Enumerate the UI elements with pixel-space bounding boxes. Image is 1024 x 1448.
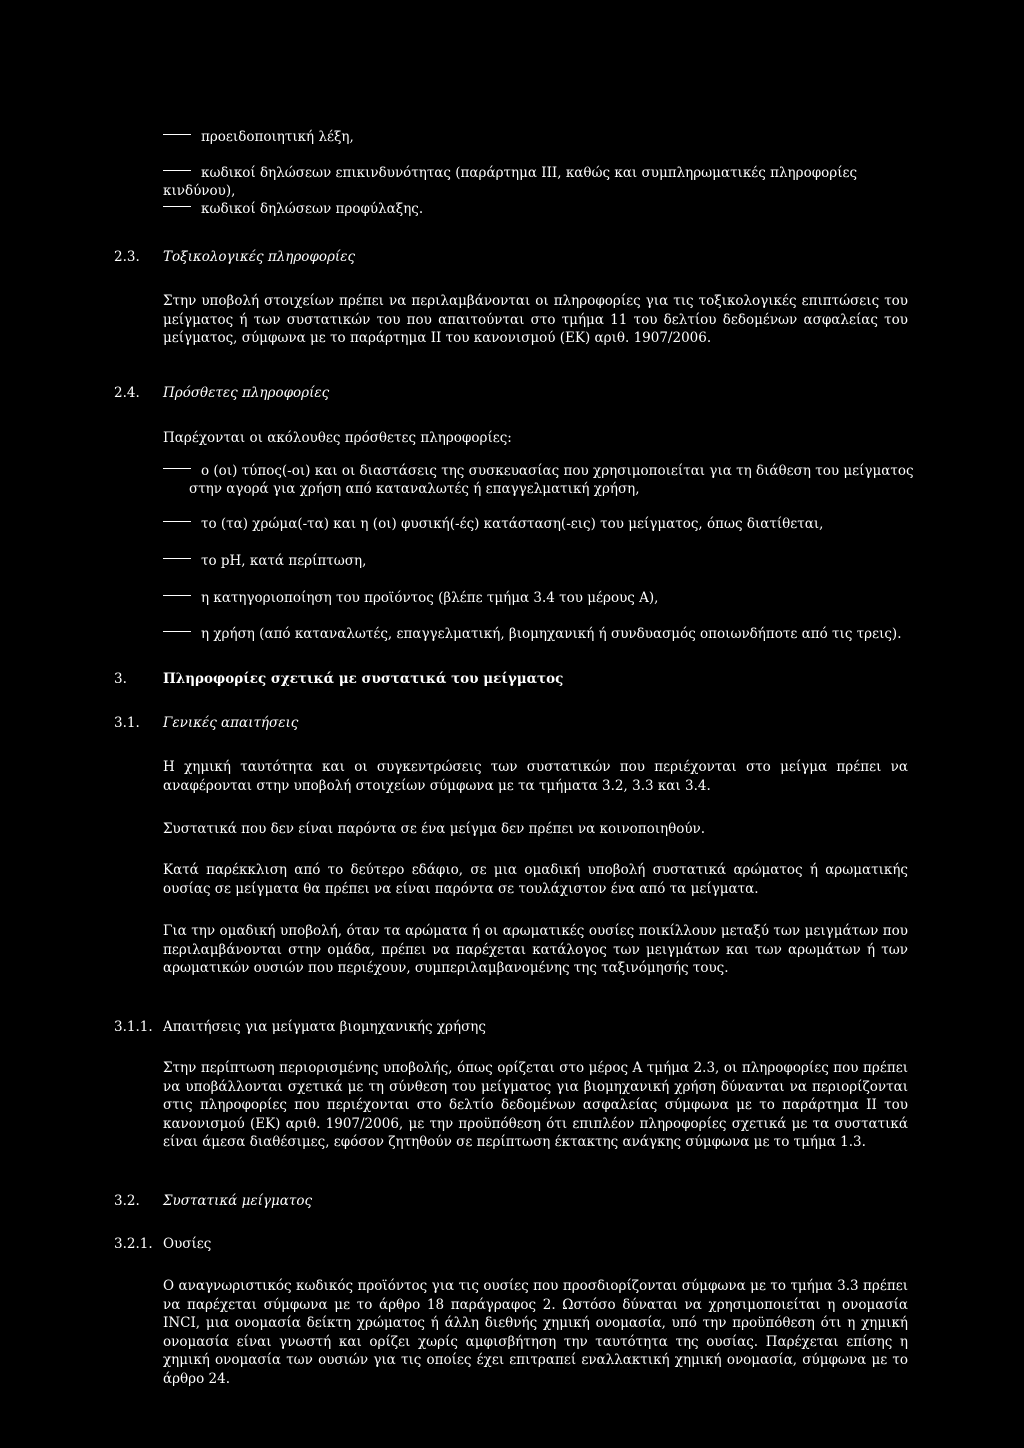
section-paragraph: Κατά παρέκκλιση από το δεύτερο εδάφιο, σε μια ομαδική υποβολή συστατικά αρώματος ή αρωματικής ουσίας σε μείγματα θα πρέπει να είναι παρόντα σε τουλάχιστον ένα από τα μείγματα.: [163, 862, 908, 897]
section-number: 2.4.: [114, 385, 140, 401]
section-number: 3.2.: [114, 1193, 140, 1209]
section-number: 3.1.: [114, 715, 140, 731]
section-paragraph: Ο αναγνωριστικός κωδικός προϊόντος για τις ουσίες που προσδιορίζονται σύμφωνα με το τμήμα 3.3 πρέπει να παρέχεται σύμφωνα με το άρθρο 18 παράγραφος 2. Ωστόσο δύναται να χρησιμοποιείται η ονομασία INCI, μια ονομασία δείκτη χρώματος ή άλλη διεθνής χημική ονομασία, υπό την προϋπόθεση ότι η χημική ονομασία είναι γνωστή και ορίζει χωρίς αμφισβήτηση την ταυτότητα της ουσίας. Παρέχεται επίσης η χημική ονομασία των ουσιών για τις οποίες έχει επιτραπεί εναλλακτική χημική ονομασία, σύμφωνα με το άρθρο 24.: [163, 1278, 908, 1387]
list-item: το pH, κατά περίπτωση,: [163, 552, 923, 570]
section-paragraph: Στην περίπτωση περιορισμένης υποβολής, όπως ορίζεται στο μέρος Α τμήμα 2.3, οι πληροφορίες που πρέπει να υποβάλλονται σχετικά με τη σύνθεση του μείγματος για βιομηχανική χρήση δύνανται να περιορίζονται στις πληροφορίες που περιέχονται στο δελτίο δεδομένων ασφαλείας σύμφωνα με το παράρτημα II του κανονισμού (ΕΚ) αριθ. 1907/2006, με την προϋπόθεση ότι επιπλέον πληροφορίες σχετικά με τα συστατικά είναι άμεσα διαθέσιμες, εφόσον ζητηθούν σε περίπτωση έκτακτης ανάγκης σύμφωνα με το τμήμα 1.3.: [163, 1060, 908, 1150]
list-item: κωδικοί δηλώσεων επικινδυνότητας (παράρτημα III, καθώς και συμπληρωματικές πληροφορίες κινδύνου),: [163, 165, 858, 199]
section-paragraph: Για την ομαδική υποβολή, όταν τα αρώματα ή οι αρωματικές ουσίες ποικίλλουν μεταξύ των μειγμάτων που περιλαμβάνονται στην ομάδα, πρέπει να παρέχεται κατάλογος των μειγμάτων και των αρωμάτων ή των αρωματικών ουσιών που περιέχουν, συμπεριλαμβανομένης της ταξινόμησής τους.: [163, 923, 908, 976]
dash-marker: [163, 631, 191, 632]
section-title: Απαιτήσεις για μείγματα βιομηχανικής χρήσης: [163, 1019, 486, 1035]
section-title: Συστατικά μείγματος: [163, 1193, 313, 1209]
section-number: 3.: [114, 671, 127, 687]
dash-marker: [163, 595, 191, 596]
section-number: 3.1.1.: [114, 1019, 153, 1035]
intro-paragraph: Παρέχονται οι ακόλουθες πρόσθετες πληροφορίες:: [163, 430, 512, 446]
section-paragraph: Συστατικά που δεν είναι παρόντα σε ένα μείγμα δεν πρέπει να κοινοποιηθούν.: [163, 821, 706, 837]
list-item: ο (οι) τύπος(-οι) και οι διαστάσεις της συσκευασίας που χρησιμοποιείται για τη διάθεση του μείγματος στην αγορά για χρήση από καταναλωτές ή επαγγελματική χρήση,: [163, 462, 949, 498]
dash-marker: [163, 468, 191, 469]
section-title: Πληροφορίες σχετικά με συστατικά του μείγματος: [163, 671, 564, 687]
section-title: Τοξικολογικές πληροφορίες: [163, 249, 356, 265]
section-number: 3.2.1.: [114, 1236, 153, 1252]
list-item: η κατηγοριοποίηση του προϊόντος (βλέπε τμήμα 3.4 του μέρους Α),: [163, 589, 923, 607]
list-item: το (τα) χρώμα(-τα) και η (οι) φυσική(-ές) κατάσταση(-εις) του μείγματος, όπως διατίθεται,: [163, 515, 923, 533]
dash-marker: [163, 558, 191, 559]
dash-marker: [163, 170, 191, 171]
list-item: κωδικοί δηλώσεων προφύλαξης.: [163, 200, 923, 218]
list-item: η χρήση (από καταναλωτές, επαγγελματική, βιομηχανική ή συνδυασμός οποιωνδήποτε από τις τρεις).: [163, 625, 923, 643]
section-paragraph: Στην υποβολή στοιχείων πρέπει να περιλαμβάνονται οι πληροφορίες για τις τοξικολογικές επιπτώσεις του μείγματος ή των συστατικών του που απαιτούνται στο τμήμα 11 του δελτίου δεδομένων ασφαλείας του μείγματος, σύμφωνα με το παράρτημα II του κανονισμού (ΕΚ) αριθ. 1907/2006.: [163, 293, 908, 346]
section-title: Ουσίες: [163, 1236, 212, 1252]
dash-marker: [163, 521, 191, 522]
list-item: προειδοποιητική λέξη,: [163, 128, 923, 146]
dash-marker: [163, 134, 191, 135]
section-title: Γενικές απαιτήσεις: [163, 715, 299, 731]
section-paragraph: Η χημική ταυτότητα και οι συγκεντρώσεις των συστατικών που περιέχονται στο μείγμα πρέπει να αναφέρονται στην υποβολή στοιχείων σύμφωνα με τα τμήματα 3.2, 3.3 και 3.4.: [163, 759, 908, 794]
section-number: 2.3.: [114, 249, 140, 265]
dash-marker: [163, 206, 191, 207]
section-title: Πρόσθετες πληροφορίες: [163, 385, 330, 401]
